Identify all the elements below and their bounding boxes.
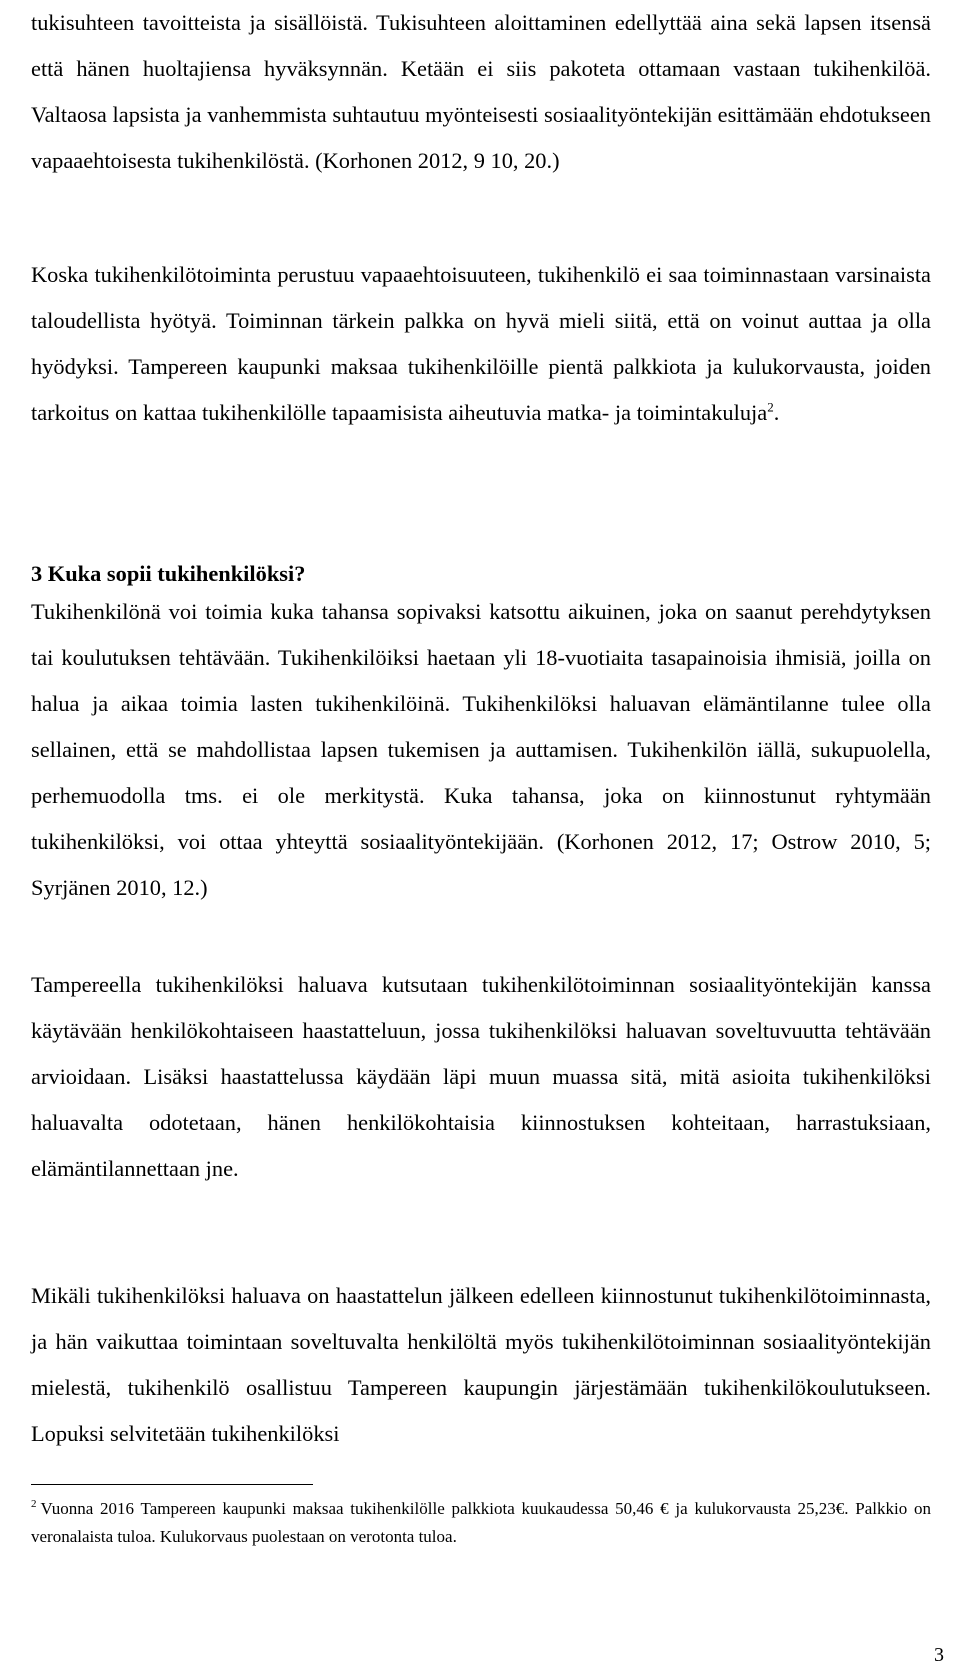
footnote (31, 1495, 931, 1551)
paragraph-text: Tukihenkilönä voi toimia kuka tahansa sopivaksi katsottu aikuinen, joka on saanut perehdytyksen tai koulutuksen tehtävään. Tukihenkilöiksi haetaan yli 18-vuotiaita tasapainoisia ihmisiä, joilla on halua ja aikaa toimia lasten tukihenkilöinä. Tukihenkilöksi haluavan elämäntilanne tulee olla sellainen, että se mahdollistaa lapsen tukemisen ja auttamisen. Tukihenkilön iällä, sukupuolella, perhemuodolla tms. ei ole merkitystä. Kuka tahansa, joka on kiinnostunut ryhtymään tukihenkilöksi, voi ottaa yhteyttä sosiaalityöntekijään. (Korhonen 2012, 17; Ostrow 2010, 5; Syrjänen 2010, 12.) (31, 599, 931, 900)
paragraph-support-agreement (31, 0, 931, 184)
paragraph-end: . (773, 400, 780, 425)
paragraph-text: Tampereella tukihenkilöksi haluava kutsutaan tukihenkilötoiminnan sosiaalityöntekijän kanssa käytävään henkilökohtaiseen haastatteluun, jossa tukihenkilöksi haluavan soveltuvuutta tehtävään arvioidaan. Lisäksi haastattelussa käydään läpi muun muassa sitä, mitä asioita tukihenkilöksi haluavalta odotetaan, hänen henkilökohtaisia kiinnostuksen kohteitaan, harrastuksiaan, elämäntilannettaan jne. (31, 972, 931, 1181)
paragraph-voluntary-compensation (31, 252, 931, 436)
paragraph-who-qualifies (31, 589, 931, 911)
footnote-reference[interactable]: 2 (767, 399, 774, 415)
section-heading: 3 Kuka sopii tukihenkilöksi? (31, 561, 306, 586)
paragraph-interview (31, 962, 931, 1192)
paragraph-training (31, 1273, 931, 1457)
page-number: 3 (934, 1644, 944, 1666)
paragraph-text: tukisuhteen tavoitteista ja sisällöistä. Tukisuhteen aloittaminen edellyttää aina sekä lapsen itsensä että hänen huoltajiensa hyväksynnän. Ketään ei siis pakoteta ottamaan vastaan tukihenkilöä. Valtaosa lapsista ja vanhemmista suhtautuu myönteisesti sosiaalityöntekijän esittämään ehdotukseen vapaaehtoisesta tukihenkilöstä. (Korhonen 2012, 9 10, 20.) (31, 10, 931, 173)
paragraph-text: Koska tukihenkilötoiminta perustuu vapaaehtoisuuteen, tukihenkilö ei saa toiminnastaan varsinaista taloudellista hyötyä. Toiminnan tärkein palkka on hyvä mieli siitä, että on voinut auttaa ja olla hyödyksi. Tampereen kaupunki maksaa tukihenkilöille pientä palkkiota ja kulukorvausta, joiden tarkoitus on kattaa tukihenkilölle tapaamisista aiheutuvia matka- ja toimintakuluja (31, 262, 931, 425)
footnote-text: Vuonna 2016 Tampereen kaupunki maksaa tukihenkilölle palkkiota kuukaudessa 50,46 € ja kulukorvausta 25,23€. Palkkio on veronalaista tuloa. Kulukorvaus puolestaan on verotonta tuloa. (31, 1499, 931, 1546)
footnote-divider (31, 1484, 313, 1485)
paragraph-text: Mikäli tukihenkilöksi haluava on haastattelun jälkeen edelleen kiinnostunut tukihenkilötoiminnasta, ja hän vaikuttaa toimintaan soveltuvalta henkilöltä myös tukihenkilötoiminnan sosiaalityöntekijän mielestä, tukihenkilö osallistuu Tampereen kaupungin järjestämään tukihenkilökoulutukseen. Lopuksi selvitetään tukihenkilöksi (31, 1283, 931, 1446)
footnote-mark: 2 (31, 1498, 37, 1511)
